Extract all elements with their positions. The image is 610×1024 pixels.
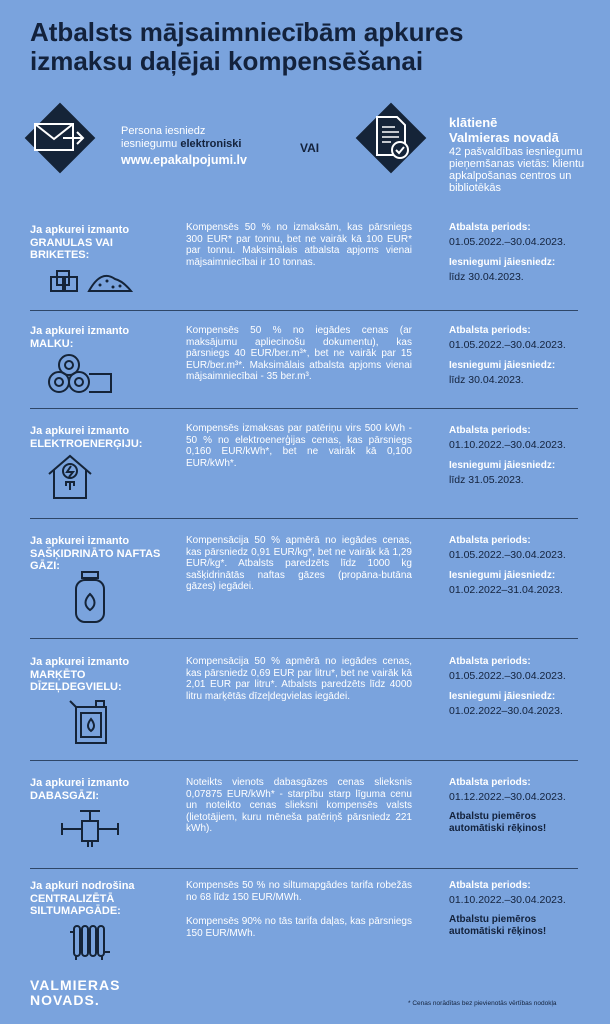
section-natural-gas-auto-note: Atbalstu piemēros automātiski rēķinos! bbox=[449, 811, 547, 834]
right-desc: 42 pašvaldības iesniegumu pieņemšanas vietās: klientu apkalpošanas centros un bibliotēkās bbox=[449, 146, 585, 194]
left-desc-line-1: Persona iesniedz bbox=[121, 125, 206, 137]
section-firewood-deadline: līdz 30.04.2023. bbox=[449, 374, 524, 386]
epakalpojumi-link[interactable]: www.epakalpojumi.lv bbox=[121, 153, 247, 167]
section-district-heating-auto-note: Atbalstu piemēros automātiski rēķinos! bbox=[449, 914, 547, 937]
fuel-canister-icon bbox=[68, 695, 114, 752]
section-diesel-title: Ja apkurei izmanto MARĶĒTO DĪZEĻDEGVIELU: bbox=[30, 656, 130, 693]
firewood-icon bbox=[45, 352, 115, 401]
section-electricity-period: 01.10.2022.–30.04.2023. bbox=[449, 439, 566, 451]
section-electricity-deadline: līdz 31.05.2023. bbox=[449, 474, 524, 486]
section-firewood-period-label: Atbalsta periods: bbox=[449, 325, 531, 336]
section-district-heating-title: Ja apkuri nodrošina CENTRALIZĒTĀ SILTUMAPGĀDE: bbox=[30, 880, 135, 917]
section-lpg-period: 01.05.2022.–30.04.2023. bbox=[449, 549, 566, 561]
or-label: VAI bbox=[300, 141, 320, 155]
divider bbox=[30, 760, 578, 761]
section-lpg-period-label: Atbalsta periods: bbox=[449, 535, 531, 546]
section-natural-gas-period-label: Atbalsta periods: bbox=[449, 777, 531, 788]
section-firewood-title: Ja apkurei izmanto MALKU: bbox=[30, 325, 130, 350]
section-electricity-title: Ja apkurei izmanto ELEKTROENERĢIJU: bbox=[30, 425, 143, 450]
right-title-line-1: klātienē bbox=[449, 115, 498, 130]
section-firewood-desc: Kompensēs 50 % no iegādes cenas (ar maksājumu apliecinošu dokumentu), kas pārsniegs 40 EUR/ber.m³*, bet ne vairāk par 15 EUR/ber.m³*. Maksimālais atbalsta apjoms vienai mājsaimniecībai - 35 ber.m³. bbox=[186, 325, 412, 382]
envelope-arrow-icon bbox=[25, 103, 95, 173]
section-lpg-desc: Kompensācija 50 % apmērā no iegādes cenas, kas pārsniedz 0,91 EUR/kg*, bet ne vairāk kā 1,29 EUR/kg*. Atbalsts paredzēts līdz 1000 kg sašķidrinātās naftas gāzes (propāna-butāna gāzes) iegādei. bbox=[186, 535, 412, 592]
section-pellets-deadline: līdz 30.04.2023. bbox=[449, 271, 524, 283]
logo-line-2: NOVADS. bbox=[30, 992, 100, 1008]
page-title bbox=[30, 18, 464, 76]
section-pellets-deadline-label: Iesniegumi jāiesniedz: bbox=[449, 257, 556, 268]
section-firewood-period: 01.05.2022.–30.04.2023. bbox=[449, 339, 566, 351]
pellets-briquettes-icon bbox=[45, 265, 133, 300]
gas-cylinder-icon bbox=[70, 570, 110, 631]
section-pellets-period: 01.05.2022.–30.04.2023. bbox=[449, 236, 566, 248]
document-check-icon bbox=[356, 103, 426, 173]
divider bbox=[30, 868, 578, 869]
logo-line-1: VALMIERAS bbox=[30, 977, 121, 993]
divider bbox=[30, 518, 578, 519]
section-firewood-deadline-label: Iesniegumi jāiesniedz: bbox=[449, 360, 556, 371]
section-electricity-deadline-label: Iesniegumi jāiesniedz: bbox=[449, 460, 556, 471]
section-district-heating-desc-2: Kompensēs 90% no tās tarifa daļas, kas pārsniegs 150 EUR/MWh. bbox=[186, 916, 412, 939]
left-desc bbox=[121, 125, 241, 151]
divider bbox=[30, 310, 578, 311]
section-pellets-period-label: Atbalsta periods: bbox=[449, 222, 531, 233]
valmieras-novads-logo bbox=[30, 978, 120, 1008]
section-district-heating-desc: Kompensēs 50 % no siltumapgādes tarifa robežās no 68 līdz 150 EUR/MWh. bbox=[186, 880, 412, 903]
section-district-heating-period: 01.10.2022.–30.04.2023. bbox=[449, 894, 566, 906]
section-pellets-title: Ja apkurei izmanto GRANULAS VAI BRIKETES: bbox=[30, 224, 130, 261]
left-desc-line-2 bbox=[121, 138, 241, 151]
section-electricity-period-label: Atbalsta periods: bbox=[449, 425, 531, 436]
radiator-icon bbox=[68, 922, 112, 967]
section-diesel-deadline: 01.02.2022–30.04.2023. bbox=[449, 705, 563, 717]
section-natural-gas-period: 01.12.2022.–30.04.2023. bbox=[449, 791, 566, 803]
gas-pipe-valve-icon bbox=[60, 805, 120, 854]
section-diesel-period-label: Atbalsta periods: bbox=[449, 656, 531, 667]
divider bbox=[30, 638, 578, 639]
section-diesel-deadline-label: Iesniegumi jāiesniedz: bbox=[449, 691, 556, 702]
right-title bbox=[449, 115, 559, 145]
section-district-heating-period-label: Atbalsta periods: bbox=[449, 880, 531, 891]
section-diesel-period: 01.05.2022.–30.04.2023. bbox=[449, 670, 566, 682]
section-lpg-deadline: 01.02.2022–31.04.2023. bbox=[449, 584, 563, 596]
section-pellets-desc: Kompensēs 50 % no izmaksām, kas pārsniegs 300 EUR* par tonnu, bet ne vairāk kā 100 EUR* par tonnu. Maksimālais atbalsta apjoms vienai mājsaimniecībai ir 10 tonnas. bbox=[186, 222, 412, 268]
divider bbox=[30, 408, 578, 409]
right-title-line-2: Valmieras novadā bbox=[449, 130, 559, 145]
section-electricity-desc: Kompensēs izmaksas par patēriņu virs 500 kWh - 50 % no elektroenerģijas cenas, kas pārsniegs 0,160 EUR/kWh*, bet ne vairāk kā 0,100 EUR/kWh*. bbox=[186, 423, 412, 469]
electric-house-icon bbox=[45, 452, 95, 507]
section-lpg-deadline-label: Iesniegumi jāiesniedz: bbox=[449, 570, 556, 581]
title-line-1: Atbalsts mājsaimniecībām apkures bbox=[30, 17, 464, 47]
section-lpg-title: Ja apkurei izmanto SAŠĶIDRINĀTO NAFTAS GĀZI: bbox=[30, 535, 161, 572]
vat-footnote: * Cenas norādītas bez pievienotās vērtības nodokļa bbox=[408, 1000, 557, 1007]
left-desc-line-2-prefix: iesniegumu bbox=[121, 138, 181, 150]
section-diesel-desc: Kompensācija 50 % apmērā no iegādes cenas, kas pārsniedz 0,69 EUR par litru*, bet ne vairāk kā 2,01 EUR par litru*. Atbalsts paredzēts līdz 4000 litru marķētās dīzeļdegvielas iegādei. bbox=[186, 656, 412, 702]
section-natural-gas-title: Ja apkurei izmanto DABASGĀZI: bbox=[30, 777, 130, 802]
section-natural-gas-desc: Noteikts vienots dabasgāzes cenas slieksnis 0,07875 EUR/kWh* - starpību starp līguma cenu un noteikto cenas slieksni kompensēs valsts (lietotājiem, kuru mēneša patēriņš pārsniedz 221 kWh). bbox=[186, 777, 412, 834]
title-line-2: izmaksu daļējai kompensēšanai bbox=[30, 46, 424, 76]
left-desc-line-2-bold: elektroniski bbox=[180, 138, 242, 150]
